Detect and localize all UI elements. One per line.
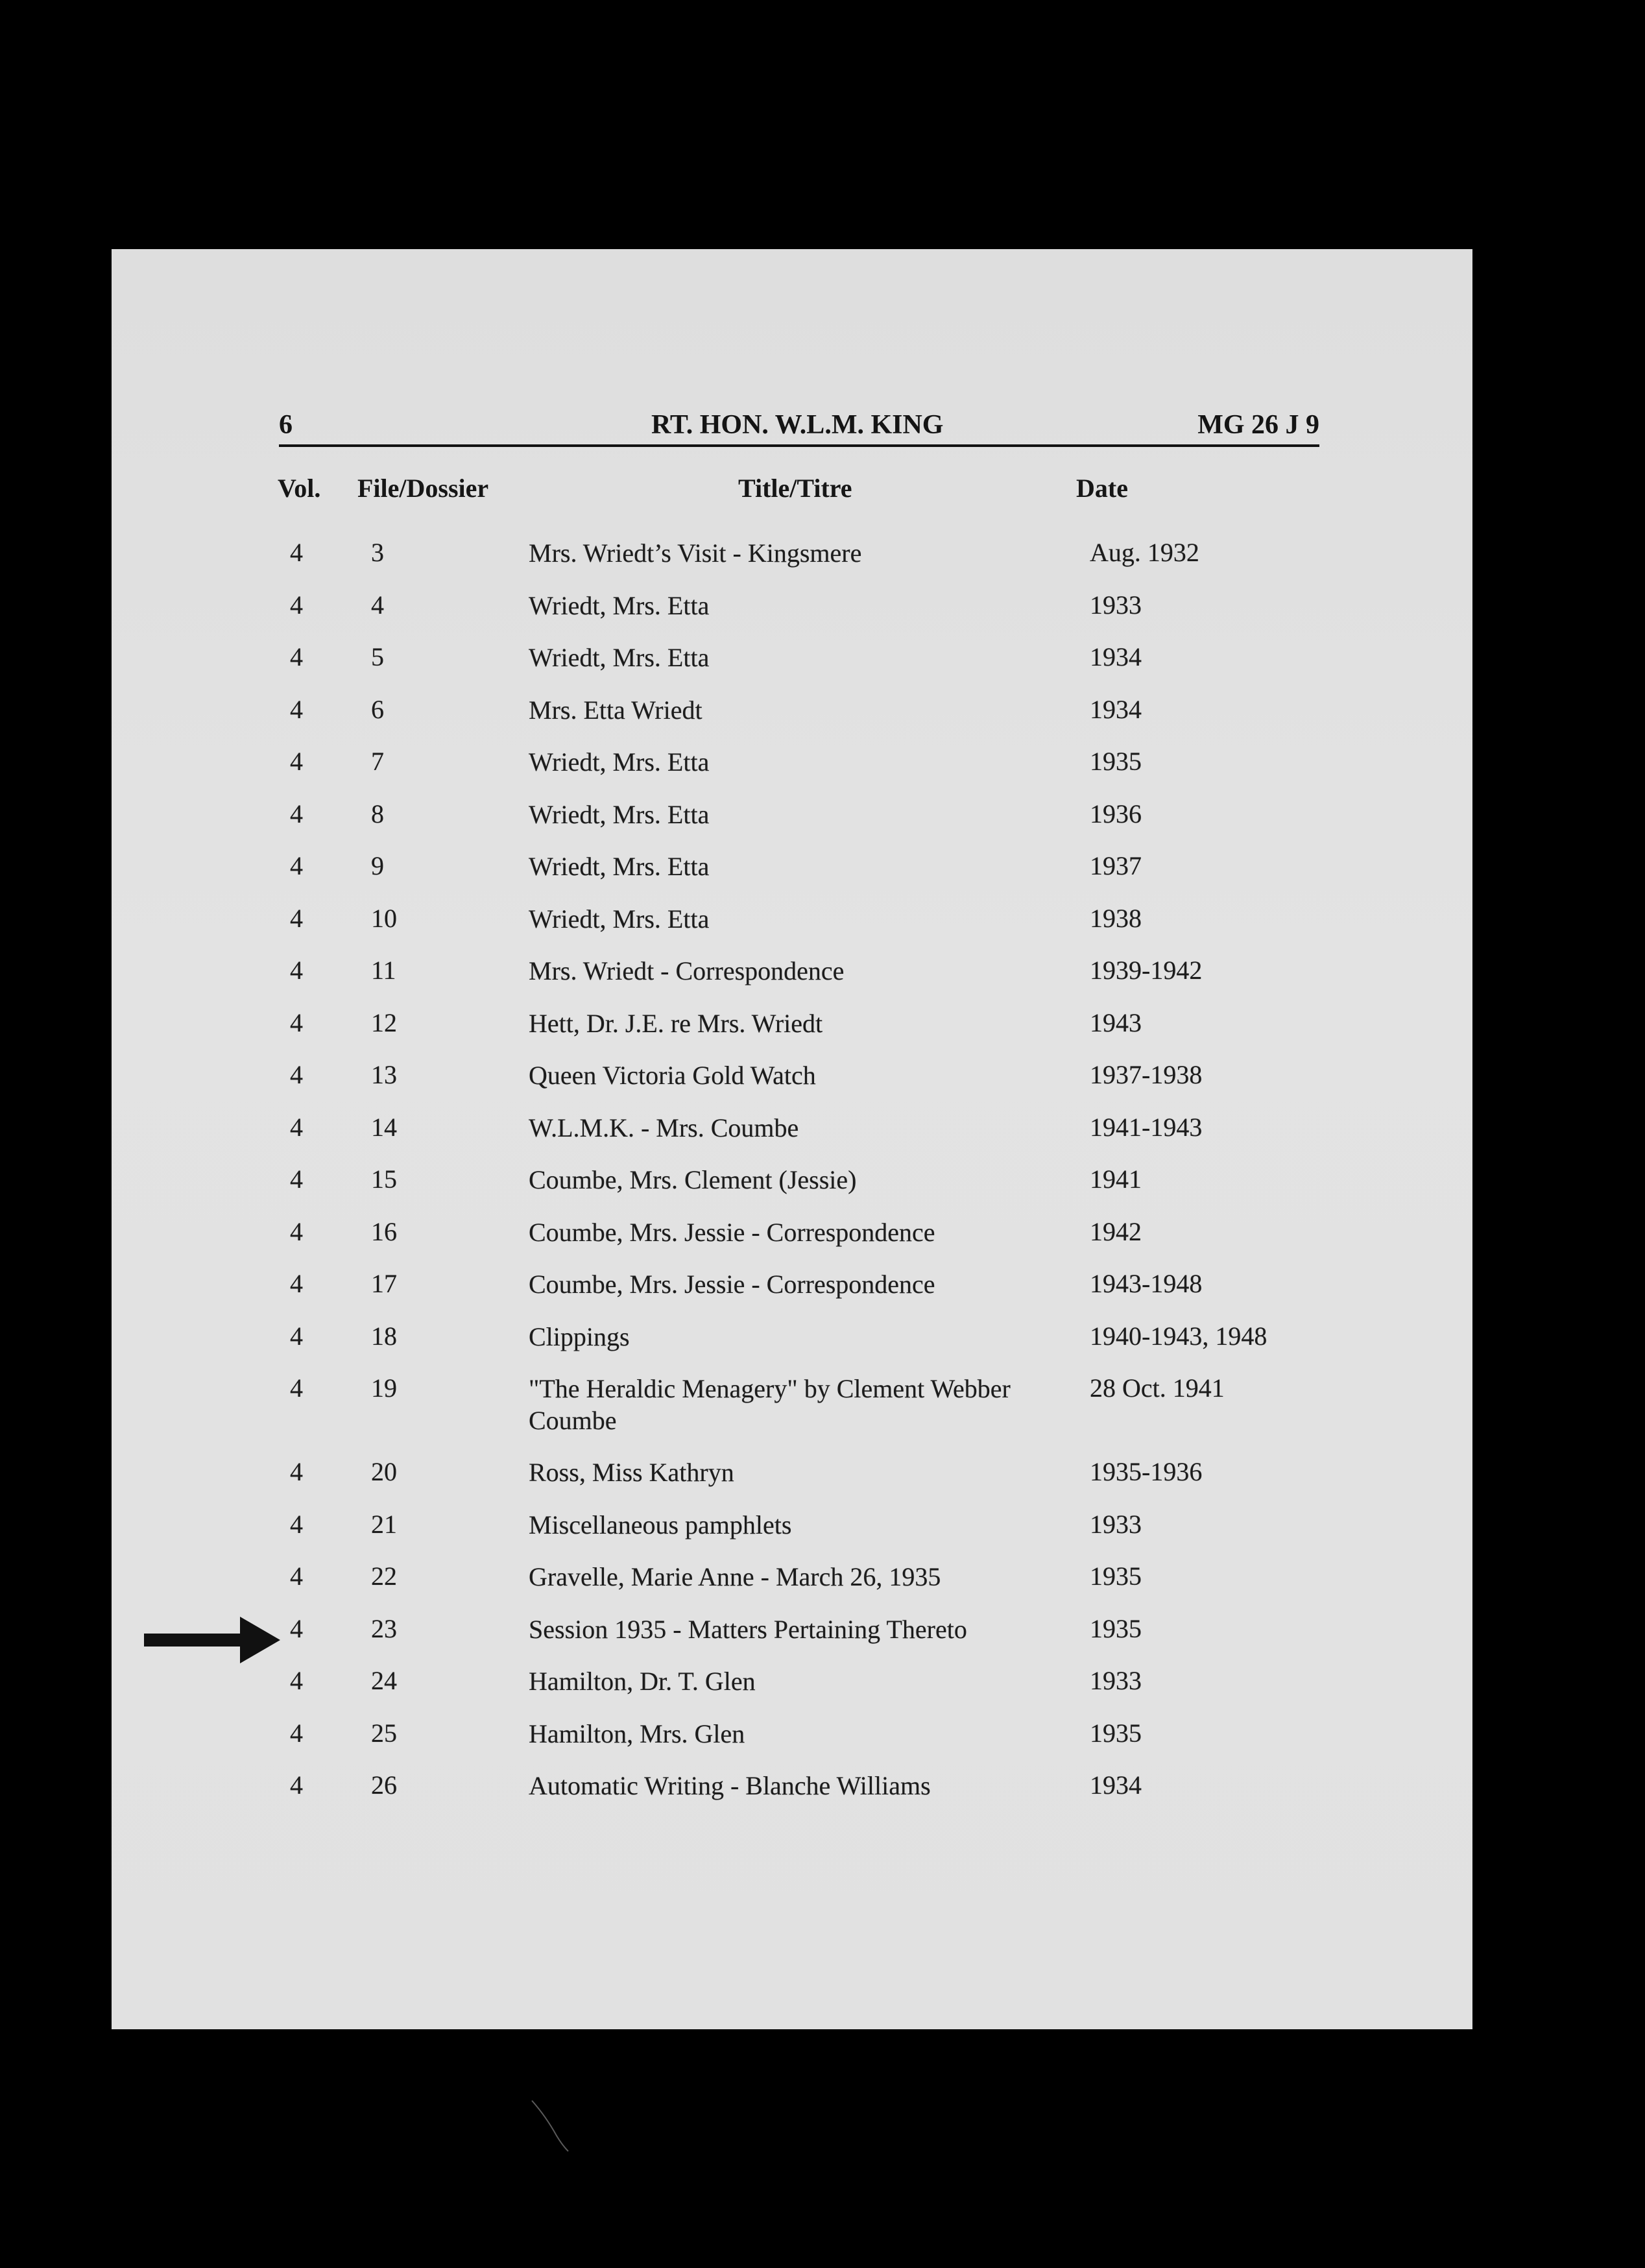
row-file: 19 (371, 1373, 397, 1403)
row-file: 6 (371, 694, 384, 724)
row-title: W.L.M.K. - Mrs. Coumbe (529, 1113, 799, 1142)
row-date: 1943 (1090, 1007, 1142, 1037)
row-file: 4 (371, 590, 384, 620)
list-item (112, 590, 1472, 642)
list-item (112, 1561, 1472, 1613)
list-item (112, 537, 1472, 590)
list-item (112, 1164, 1472, 1216)
row-title: Wriedt, Mrs. Etta (529, 904, 710, 934)
row-date: 1933 (1090, 1509, 1142, 1539)
row-vol: 4 (290, 1373, 303, 1403)
row-title: Wriedt, Mrs. Etta (529, 590, 710, 620)
list-item (112, 1007, 1472, 1060)
row-vol: 4 (290, 1060, 303, 1089)
row-vol: 4 (290, 747, 303, 776)
row-vol: 4 (290, 1269, 303, 1298)
row-title: Coumbe, Mrs. Jessie - Correspondence (529, 1217, 935, 1247)
row-file: 8 (371, 799, 384, 828)
row-date: 1938 (1090, 903, 1142, 933)
row-vol: 4 (290, 1007, 303, 1037)
row-title: Session 1935 - Matters Pertaining Thereto (529, 1614, 967, 1644)
row-vol: 4 (290, 538, 303, 567)
row-file: 15 (371, 1164, 397, 1194)
list-item (112, 1718, 1472, 1770)
row-title: Automatic Writing - Blanche Williams (529, 1771, 931, 1800)
row-title: Mrs. Etta Wriedt (529, 695, 702, 725)
list-item (112, 1456, 1472, 1509)
row-file: 7 (371, 747, 384, 776)
list-item (112, 1665, 1472, 1718)
list-item (112, 1112, 1472, 1164)
row-file: 12 (371, 1007, 397, 1037)
row-date: 1934 (1090, 694, 1142, 724)
row-file: 17 (371, 1269, 397, 1298)
row-file: 18 (371, 1321, 397, 1351)
row-vol: 4 (290, 590, 303, 620)
row-title: Queen Victoria Gold Watch (529, 1061, 816, 1090)
row-title: Gravelle, Marie Anne - March 26, 1935 (529, 1562, 941, 1591)
row-vol: 4 (290, 1666, 303, 1695)
list-item (112, 1059, 1472, 1112)
document-page (112, 249, 1472, 2029)
row-file: 20 (371, 1457, 397, 1486)
row-vol: 4 (290, 1164, 303, 1194)
row-title: Wriedt, Mrs. Etta (529, 643, 710, 672)
row-vol: 4 (290, 642, 303, 671)
row-date: Aug. 1932 (1090, 538, 1199, 567)
row-vol: 4 (290, 1321, 303, 1351)
list-item (112, 850, 1472, 903)
file-list (112, 537, 1472, 1822)
row-vol: 4 (290, 799, 303, 828)
list-item (112, 903, 1472, 956)
row-file: 16 (371, 1216, 397, 1246)
row-vol: 4 (290, 1112, 303, 1142)
row-vol: 4 (290, 1509, 303, 1539)
row-vol: 4 (290, 1216, 303, 1246)
column-header-vol: Vol. (278, 474, 321, 503)
list-item (112, 1509, 1472, 1562)
row-vol: 4 (290, 694, 303, 724)
list-item (112, 694, 1472, 747)
row-file: 26 (371, 1770, 397, 1800)
list-item (112, 955, 1472, 1007)
row-date: 1935-1936 (1090, 1457, 1203, 1486)
list-item (112, 1613, 1472, 1666)
row-file: 23 (371, 1613, 397, 1643)
row-date: 1941 (1090, 1164, 1142, 1194)
row-title: Mrs. Wriedt - Correspondence (529, 956, 845, 985)
row-file: 13 (371, 1060, 397, 1089)
list-item (112, 1770, 1472, 1822)
row-vol: 4 (290, 1718, 303, 1748)
list-item (112, 746, 1472, 799)
row-title: Hett, Dr. J.E. re Mrs. Wriedt (529, 1008, 823, 1038)
row-title: Coumbe, Mrs. Clement (Jessie) (529, 1165, 857, 1194)
row-date: 1935 (1090, 1718, 1142, 1748)
row-date: 1934 (1090, 642, 1142, 671)
page-number: 6 (279, 410, 293, 440)
collection-title: RT. HON. W.L.M. KING (651, 410, 944, 440)
row-vol: 4 (290, 1562, 303, 1591)
row-file: 14 (371, 1112, 397, 1142)
row-date: 1935 (1090, 1613, 1142, 1643)
row-title: "The Heraldic Menagery" by Clement Webber Coumbe (529, 1374, 1011, 1435)
page-header (279, 408, 1319, 447)
row-vol: 4 (290, 903, 303, 933)
list-item (112, 1268, 1472, 1321)
list-item (112, 1216, 1472, 1269)
list-item (112, 1373, 1472, 1456)
row-title: Wriedt, Mrs. Etta (529, 799, 710, 829)
row-vol: 4 (290, 1770, 303, 1800)
row-title: Clippings (529, 1321, 630, 1351)
right-arrow-icon (144, 1614, 282, 1666)
row-date: 1937-1938 (1090, 1060, 1203, 1089)
row-title: Hamilton, Dr. T. Glen (529, 1667, 756, 1696)
column-header-file: File/Dossier (357, 474, 489, 503)
list-item (112, 1321, 1472, 1373)
collection-reference: MG 26 J 9 (1197, 410, 1319, 440)
row-file: 11 (371, 956, 396, 985)
row-file: 5 (371, 642, 384, 671)
row-vol: 4 (290, 1457, 303, 1486)
row-vol: 4 (290, 851, 303, 880)
row-title: Hamilton, Mrs. Glen (529, 1719, 745, 1748)
row-date: 1936 (1090, 799, 1142, 828)
row-file: 10 (371, 903, 397, 933)
row-date: 1935 (1090, 1562, 1142, 1591)
row-date: 1942 (1090, 1216, 1142, 1246)
row-title: Wriedt, Mrs. Etta (529, 747, 710, 777)
row-date: 1935 (1090, 747, 1142, 776)
row-date: 28 Oct. 1941 (1090, 1373, 1225, 1403)
row-title: Miscellaneous pamphlets (529, 1510, 792, 1539)
row-date: 1939-1942 (1090, 956, 1203, 985)
row-date: 1941-1943 (1090, 1112, 1203, 1142)
row-file: 9 (371, 851, 384, 880)
row-date: 1933 (1090, 590, 1142, 620)
row-title: Coumbe, Mrs. Jessie - Correspondence (529, 1270, 935, 1299)
row-date: 1940-1943, 1948 (1090, 1321, 1267, 1351)
row-file: 3 (371, 538, 384, 567)
row-date: 1937 (1090, 851, 1142, 880)
row-title: Wriedt, Mrs. Etta (529, 852, 710, 881)
list-item (112, 642, 1472, 694)
film-scratch-mark (531, 2099, 570, 2153)
row-date: 1934 (1090, 1770, 1142, 1800)
row-vol: 4 (290, 956, 303, 985)
row-file: 22 (371, 1562, 397, 1591)
row-file: 24 (371, 1666, 397, 1695)
row-date: 1943-1948 (1090, 1269, 1203, 1298)
column-header-date: Date (1076, 474, 1128, 503)
row-date: 1933 (1090, 1666, 1142, 1695)
list-item (112, 799, 1472, 851)
row-file: 25 (371, 1718, 397, 1748)
row-vol: 4 (290, 1613, 303, 1643)
row-title: Mrs. Wriedt’s Visit - Kingsmere (529, 538, 862, 568)
row-file: 21 (371, 1509, 397, 1539)
column-header-title: Title/Titre (738, 474, 852, 503)
row-title: Ross, Miss Kathryn (529, 1458, 734, 1487)
